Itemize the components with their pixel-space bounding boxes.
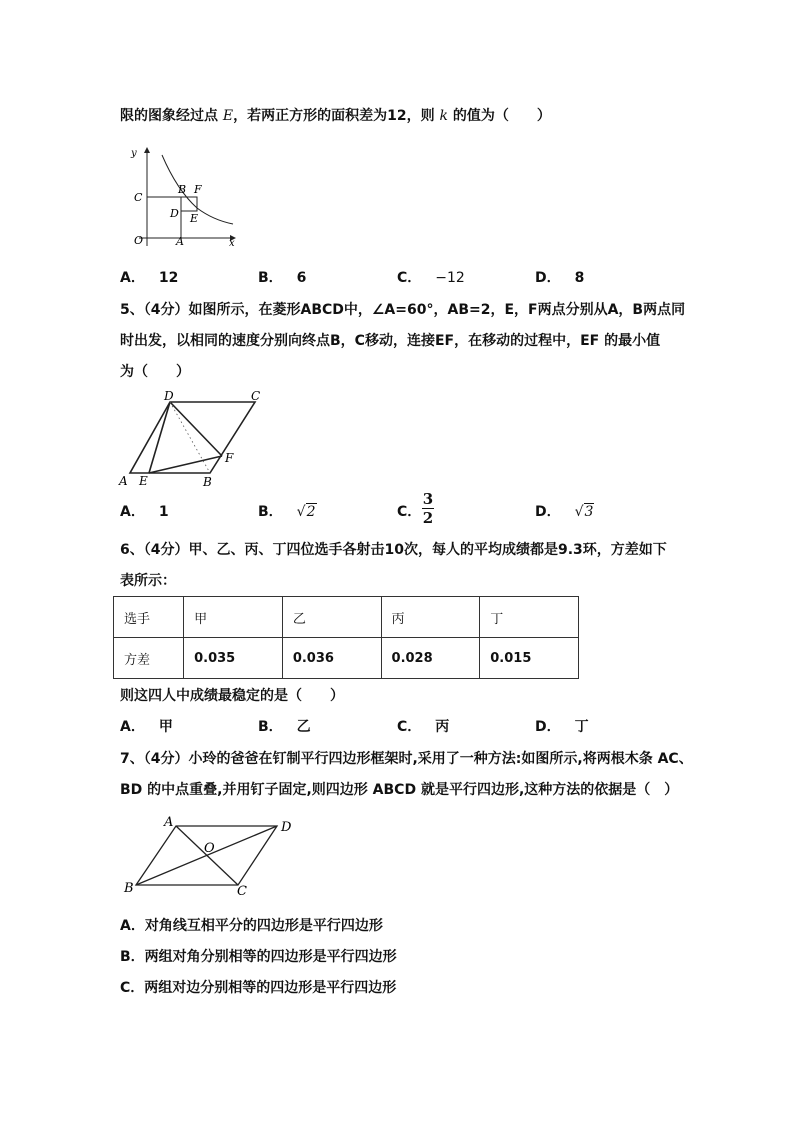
q5-line-2: 时出发，以相同的速度分别向终点B，C移动，连接EF，在移动的过程中，EF 的最小值 <box>120 333 661 349</box>
q7-line-2: BD 的中点重叠,并用钉子固定,则四边形 ABCD 就是平行四边形,这种方法的依据是（ ） <box>120 782 679 798</box>
q6-option-a-value: 甲 <box>158 719 173 735</box>
q4-options <box>120 268 680 288</box>
q4-option-a-label: A． <box>120 270 145 286</box>
q4-option-c[interactable] <box>397 268 465 288</box>
q5-option-b-sqrt-icon: √ <box>296 504 306 520</box>
q5-option-d-radicand: 3 <box>584 504 594 520</box>
q4-option-d-value: 8 <box>574 270 585 286</box>
q7-option-a-value: 对角线互相平分的四边形是平行四边形 <box>144 918 383 934</box>
q7-option-b-value: 两组对角分别相等的四边形是平行四边形 <box>144 949 397 965</box>
q4-question-text <box>120 106 551 126</box>
q5-option-b-radicand: 2 <box>306 504 316 520</box>
q5-option-c-fraction <box>422 491 434 526</box>
q4-label-d: D <box>170 207 179 220</box>
q4-label-y: y <box>131 148 137 159</box>
q4-label-c: C <box>134 191 143 204</box>
q5-line-3: 为（ ） <box>120 364 190 380</box>
table-row <box>114 597 579 638</box>
q6-option-d[interactable] <box>535 717 589 737</box>
q4-text-prefix: 限的图象经过点 <box>120 108 218 124</box>
table-cell: 丁 <box>480 597 579 638</box>
q5-segment-de <box>149 402 170 473</box>
q4-label-f: F <box>194 183 202 196</box>
table-cell: 0.028 <box>381 638 480 679</box>
q6-option-c-value: 丙 <box>435 719 450 735</box>
q4-option-d[interactable] <box>535 268 584 288</box>
q4-label-b: B <box>178 183 187 196</box>
table-cell: 选手 <box>114 597 184 638</box>
q4-figure <box>125 142 250 252</box>
q6-option-a-label: A． <box>120 719 145 735</box>
q7-line-1: 7、（4分）小玲的爸爸在钉制平行四边形框架时,采用了一种方法:如图所示,将两根木条 AC、 <box>120 751 693 767</box>
q6-variance-table <box>113 596 579 679</box>
q7-label-c: C <box>237 884 247 899</box>
q6-option-a[interactable] <box>120 717 173 737</box>
q4-text-mid: ，若两正方形的面积差为 <box>233 108 388 124</box>
q4-option-b-label: B． <box>258 270 283 286</box>
q5-label-d: D <box>164 389 174 403</box>
q6-option-b[interactable] <box>258 717 311 737</box>
q5-label-f: F <box>225 451 234 465</box>
q5-label-c: C <box>251 389 261 403</box>
q7-option-c-label: C． <box>120 980 145 996</box>
q6-question: 则这四人中成绩最稳定的是（ ） <box>120 688 344 704</box>
table-cell: 甲 <box>184 597 283 638</box>
q7-option-a[interactable] <box>120 916 383 936</box>
q6-option-c[interactable] <box>397 717 449 737</box>
q4-option-b-value: 6 <box>296 270 307 286</box>
q7-option-c-value: 两组对边分别相等的四边形是平行四边形 <box>144 980 397 996</box>
table-cell: 0.036 <box>282 638 381 679</box>
q4-square-small <box>181 197 197 211</box>
q5-option-a[interactable] <box>120 502 169 522</box>
q5-option-c-denominator: 2 <box>422 509 434 527</box>
q4-option-b[interactable] <box>258 268 306 288</box>
q4-diff-value: 12 <box>387 108 407 124</box>
q6-option-b-value: 乙 <box>296 719 311 735</box>
q4-label-e: E <box>190 212 199 225</box>
q5-option-c-numerator: 3 <box>422 490 434 508</box>
q5-label-a: A <box>119 474 128 488</box>
table-cell: 0.035 <box>184 638 283 679</box>
q5-option-d-sqrt-icon: √ <box>574 504 584 520</box>
q5-option-a-label: A． <box>120 504 145 520</box>
q5-option-b-label: B． <box>258 504 283 520</box>
q6-line-2: 表所示： <box>120 573 176 589</box>
q4-text-mid2: ，则 <box>406 108 435 124</box>
q7-label-d: D <box>281 820 292 835</box>
q7-label-o: O <box>204 841 215 856</box>
q4-label-o: O <box>134 234 144 247</box>
q5-option-d-label: D． <box>535 504 561 520</box>
q7-option-c[interactable] <box>120 978 396 998</box>
q4-option-c-value: −12 <box>435 270 465 286</box>
table-cell: 0.015 <box>480 638 579 679</box>
q6-option-c-label: C． <box>397 719 422 735</box>
q7-option-a-label: A． <box>120 918 145 934</box>
q7-label-b: B <box>124 881 134 896</box>
q5-option-b[interactable] <box>258 502 317 522</box>
table-row <box>114 638 579 679</box>
q4-label-x: x <box>229 238 235 249</box>
q5-option-d[interactable] <box>535 502 594 522</box>
q4-var-k: k <box>439 108 448 124</box>
q4-option-d-label: D． <box>535 270 561 286</box>
table-cell: 乙 <box>282 597 381 638</box>
q5-label-e: E <box>139 474 148 488</box>
q5-option-c-label: C． <box>397 504 422 520</box>
q7-option-b[interactable] <box>120 947 397 967</box>
q7-figure <box>120 812 300 898</box>
q6-options <box>120 717 680 737</box>
q7-label-a: A <box>164 815 174 830</box>
q4-point-e: E <box>222 108 234 124</box>
q4-option-a-value: 12 <box>158 270 179 286</box>
q6-option-d-value: 丁 <box>574 719 589 735</box>
table-cell: 丙 <box>381 597 480 638</box>
table-cell: 方差 <box>114 638 184 679</box>
q4-label-a: A <box>176 235 184 248</box>
q4-option-a[interactable] <box>120 268 178 288</box>
q6-option-b-label: B． <box>258 719 283 735</box>
q5-figure <box>115 388 275 490</box>
q5-segment-df <box>170 402 222 456</box>
q5-options <box>120 490 680 527</box>
q5-option-a-value: 1 <box>158 504 169 520</box>
q4-option-c-label: C． <box>397 270 422 286</box>
q7-option-b-label: B． <box>120 949 145 965</box>
q5-label-b: B <box>203 475 212 489</box>
q4-text-suffix: 的值为（ ） <box>447 108 551 124</box>
q6-line-1: 6、（4分）甲、乙、丙、丁四位选手各射击10次，每人的平均成绩都是9.3环，方差如下 <box>120 542 667 558</box>
q5-line-1: 5、（4分）如图所示，在菱形ABCD中，∠A=60°，AB=2，E，F两点分别从A，B两点同 <box>120 302 686 318</box>
q6-option-d-label: D． <box>535 719 561 735</box>
